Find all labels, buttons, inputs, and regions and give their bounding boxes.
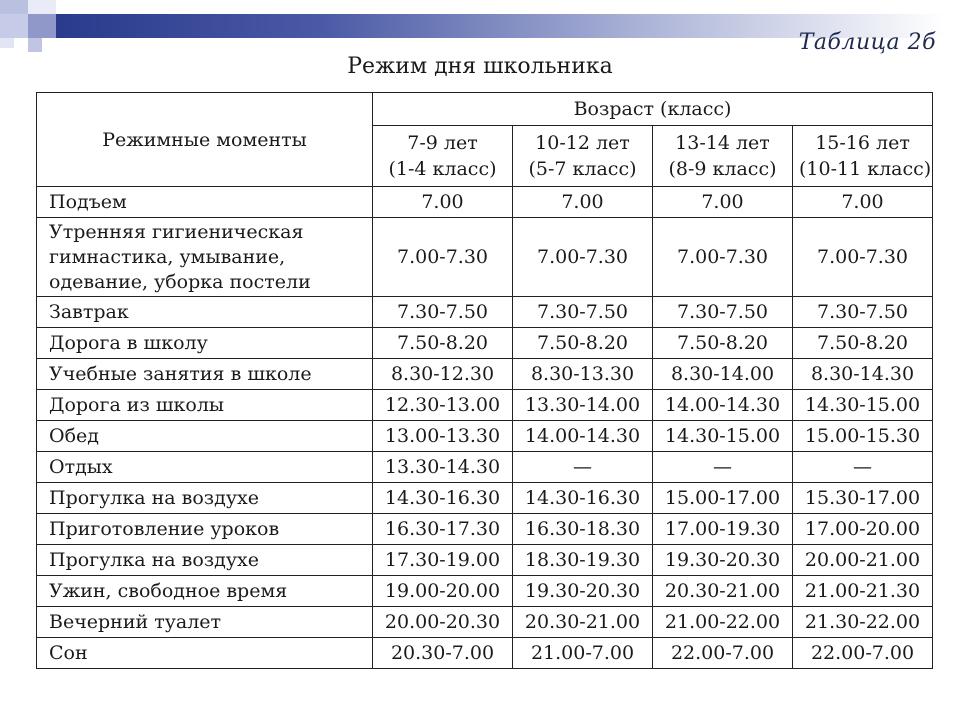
header-grade: (1-4 класс) xyxy=(388,158,497,180)
header-grade: (8-9 класс) xyxy=(668,158,777,180)
decor-square xyxy=(28,0,56,14)
time-cell: 7.50-8.20 xyxy=(653,328,793,359)
time-cell: 17.00-19.30 xyxy=(653,514,793,545)
time-cell: 14.00-14.30 xyxy=(653,390,793,421)
time-cell: 8.30-14.00 xyxy=(653,359,793,390)
activity-cell: Ужин, свободное время xyxy=(37,576,373,607)
time-cell: 8.30-13.30 xyxy=(513,359,653,390)
time-cell: 18.30-19.30 xyxy=(513,545,653,576)
time-cell: 14.30-16.30 xyxy=(373,483,513,514)
activity-cell: Утренняя гигиеническая гимнастика, умывание, одевание, уборка постели xyxy=(37,218,373,297)
time-cell: 17.30-19.00 xyxy=(373,545,513,576)
header-column xyxy=(373,126,513,187)
time-cell: 12.30-13.00 xyxy=(373,390,513,421)
time-cell: 7.30-7.50 xyxy=(793,297,933,328)
activity-cell: Прогулка на воздухе xyxy=(37,545,373,576)
table-row xyxy=(37,514,933,545)
time-cell: — xyxy=(793,452,933,483)
time-cell: 16.30-18.30 xyxy=(513,514,653,545)
header-grade: (10-11 класс) xyxy=(799,158,932,180)
table-row xyxy=(37,483,933,514)
decor-square xyxy=(0,0,28,14)
time-cell: 14.00-14.30 xyxy=(513,421,653,452)
table-row xyxy=(37,638,933,669)
decor-square xyxy=(28,38,42,52)
time-cell: 7.50-8.20 xyxy=(793,328,933,359)
time-cell: 21.00-22.00 xyxy=(653,607,793,638)
header-grade: (5-7 класс) xyxy=(528,158,637,180)
time-cell: 22.00-7.00 xyxy=(793,638,933,669)
time-cell: 7.30-7.50 xyxy=(513,297,653,328)
page-title: Режим дня школьника xyxy=(347,54,613,79)
header-column xyxy=(793,126,933,187)
header-age: 10-12 лет xyxy=(535,132,630,154)
time-cell: 7.00-7.30 xyxy=(513,218,653,297)
table-row xyxy=(37,297,933,328)
activity-cell: Отдых xyxy=(37,452,373,483)
table-row xyxy=(37,218,933,297)
activity-cell: Дорога в школу xyxy=(37,328,373,359)
time-cell: 22.00-7.00 xyxy=(653,638,793,669)
time-cell: 16.30-17.30 xyxy=(373,514,513,545)
time-cell: 19.30-20.30 xyxy=(513,576,653,607)
time-cell: 14.30-15.00 xyxy=(653,421,793,452)
time-cell: 7.30-7.50 xyxy=(653,297,793,328)
activity-cell: Прогулка на воздухе xyxy=(37,483,373,514)
time-cell: 14.30-15.00 xyxy=(793,390,933,421)
time-cell: 14.30-16.30 xyxy=(513,483,653,514)
time-cell: 7.00 xyxy=(793,187,933,218)
time-cell: 17.00-20.00 xyxy=(793,514,933,545)
table-row xyxy=(37,359,933,390)
time-cell: 20.30-21.00 xyxy=(513,607,653,638)
time-cell: 20.00-20.30 xyxy=(373,607,513,638)
header-age: 13-14 лет xyxy=(675,132,770,154)
time-cell: 8.30-14.30 xyxy=(793,359,933,390)
decor-square xyxy=(0,38,14,48)
table-row xyxy=(37,421,933,452)
table-row xyxy=(37,545,933,576)
time-cell: 7.50-8.20 xyxy=(373,328,513,359)
activity-cell: Учебные занятия в школе xyxy=(37,359,373,390)
time-cell: 7.00-7.30 xyxy=(793,218,933,297)
time-cell: 13.00-13.30 xyxy=(373,421,513,452)
time-cell: 20.30-21.00 xyxy=(653,576,793,607)
activity-cell: Завтрак xyxy=(37,297,373,328)
time-cell: — xyxy=(653,452,793,483)
table-row xyxy=(37,187,933,218)
time-cell: 21.00-21.30 xyxy=(793,576,933,607)
table-row xyxy=(37,576,933,607)
time-cell: — xyxy=(513,452,653,483)
time-cell: 19.00-20.00 xyxy=(373,576,513,607)
activity-cell: Приготовление уроков xyxy=(37,514,373,545)
decor-square xyxy=(28,14,56,38)
time-cell: 7.50-8.20 xyxy=(513,328,653,359)
table-row xyxy=(37,607,933,638)
table-header-row xyxy=(37,93,933,126)
time-cell: 8.30-12.30 xyxy=(373,359,513,390)
header-column xyxy=(513,126,653,187)
activity-cell: Сон xyxy=(37,638,373,669)
activity-cell: Вечерний туалет xyxy=(37,607,373,638)
time-cell: 13.30-14.30 xyxy=(373,452,513,483)
time-cell: 7.30-7.50 xyxy=(373,297,513,328)
time-cell: 7.00-7.30 xyxy=(653,218,793,297)
time-cell: 20.30-7.00 xyxy=(373,638,513,669)
header-age: 7-9 лет xyxy=(407,132,478,154)
time-cell: 15.00-17.00 xyxy=(653,483,793,514)
time-cell: 13.30-14.00 xyxy=(513,390,653,421)
header-moments: Режимные моменты xyxy=(37,93,373,187)
header-column xyxy=(653,126,793,187)
table-number-label: Таблица 2б xyxy=(798,30,936,55)
activity-cell: Подъем xyxy=(37,187,373,218)
activity-cell: Дорога из школы xyxy=(37,390,373,421)
time-cell: 19.30-20.30 xyxy=(653,545,793,576)
time-cell: 7.00 xyxy=(653,187,793,218)
schedule-table xyxy=(36,92,933,669)
table-row xyxy=(37,328,933,359)
time-cell: 15.00-15.30 xyxy=(793,421,933,452)
time-cell: 7.00 xyxy=(373,187,513,218)
header-age: 15-16 лет xyxy=(815,132,910,154)
table-row xyxy=(37,452,933,483)
time-cell: 7.00 xyxy=(513,187,653,218)
time-cell: 7.00-7.30 xyxy=(373,218,513,297)
table-row xyxy=(37,390,933,421)
time-cell: 21.00-7.00 xyxy=(513,638,653,669)
activity-cell: Обед xyxy=(37,421,373,452)
header-age-group: Возраст (класс) xyxy=(373,93,933,126)
time-cell: 21.30-22.00 xyxy=(793,607,933,638)
decor-square xyxy=(0,14,28,38)
time-cell: 20.00-21.00 xyxy=(793,545,933,576)
time-cell: 15.30-17.00 xyxy=(793,483,933,514)
